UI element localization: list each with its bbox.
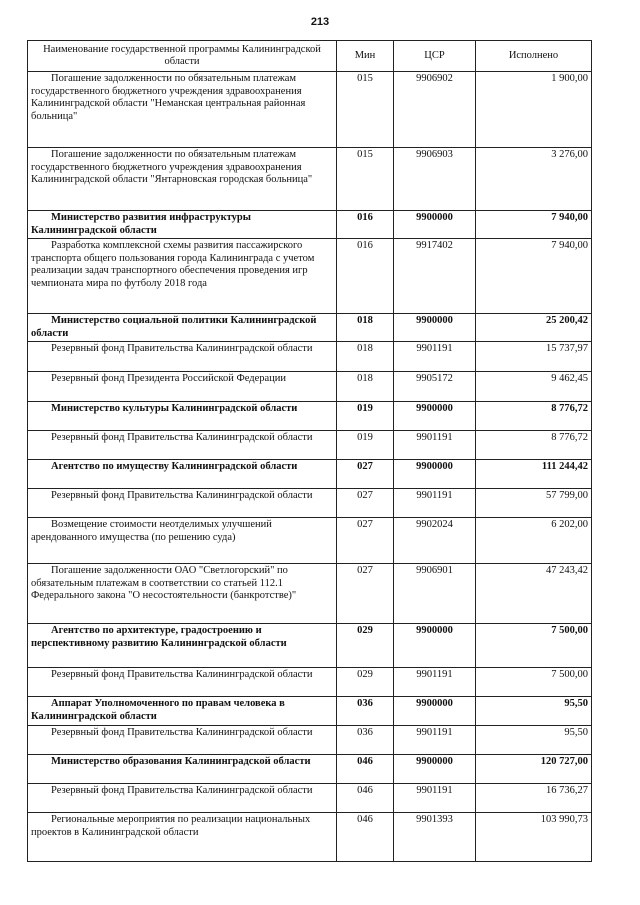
row-target-article-code: 9900000 [394, 211, 476, 239]
table-row [28, 668, 592, 697]
row-target-article-code: 9905172 [394, 372, 476, 402]
row-program-name: Разработка комплексной схемы развития пассажирского транспорта общего пользования города Калининграда с учетом реализации задач транспортного обеспечения проведения игр чемпионата мира по футболу 2018 года [28, 239, 337, 314]
row-program-name: Агентство по имуществу Калининградской области [28, 460, 337, 489]
table-row-ministry-total [28, 697, 592, 726]
row-ministry-code: 027 [337, 518, 394, 564]
row-target-article-code: 9906902 [394, 72, 476, 148]
row-ministry-code: 016 [337, 211, 394, 239]
row-target-article-code: 9906901 [394, 564, 476, 624]
row-executed-amount: 16 736,27 [476, 784, 592, 813]
table-row [28, 72, 592, 148]
row-program-name: Министерство развития инфраструктуры Калининградской области [28, 211, 337, 239]
row-target-article-code: 9901393 [394, 813, 476, 862]
row-ministry-code: 019 [337, 402, 394, 431]
row-executed-amount: 7 500,00 [476, 624, 592, 668]
table-row [28, 239, 592, 314]
row-executed-amount: 1 900,00 [476, 72, 592, 148]
table-row-ministry-total [28, 460, 592, 489]
row-ministry-code: 046 [337, 755, 394, 784]
table-row [28, 372, 592, 402]
row-ministry-code: 046 [337, 813, 394, 862]
row-ministry-code: 036 [337, 726, 394, 755]
row-executed-amount: 57 799,00 [476, 489, 592, 518]
table-row [28, 726, 592, 755]
header-program-name: Наименование государственной программы Калининградской области [28, 41, 337, 72]
row-target-article-code: 9900000 [394, 314, 476, 342]
table-row [28, 148, 592, 211]
row-executed-amount: 25 200,42 [476, 314, 592, 342]
table-row-ministry-total [28, 624, 592, 668]
row-ministry-code: 027 [337, 460, 394, 489]
row-program-name: Резервный фонд Правительства Калининградской области [28, 784, 337, 813]
row-program-name: Резервный фонд Правительства Калининградской области [28, 342, 337, 372]
row-executed-amount: 120 727,00 [476, 755, 592, 784]
budget-execution-table [27, 40, 592, 862]
row-ministry-code: 019 [337, 431, 394, 460]
row-executed-amount: 95,50 [476, 697, 592, 726]
row-executed-amount: 95,50 [476, 726, 592, 755]
header-executed-amount: Исполнено [476, 41, 592, 72]
table-row [28, 342, 592, 372]
row-program-name: Региональные мероприятия по реализации национальных проектов в Калининградской области [28, 813, 337, 862]
row-program-name: Погашение задолженности ОАО "Светлогорский" по обязательным платежам в соответствии со статьей 112.1 Федерального закона "О несостоятельности (банкротстве)" [28, 564, 337, 624]
row-executed-amount: 111 244,42 [476, 460, 592, 489]
row-target-article-code: 9901191 [394, 342, 476, 372]
header-ministry-code: Мин [337, 41, 394, 72]
row-program-name: Аппарат Уполномоченного по правам человека в Калининградской области [28, 697, 337, 726]
row-ministry-code: 018 [337, 372, 394, 402]
table-row-ministry-total [28, 314, 592, 342]
row-executed-amount: 103 990,73 [476, 813, 592, 862]
row-program-name: Погашение задолженности по обязательным платежам государственного бюджетного учреждения здравоохранения Калининградской области "Неманская центральная районная больница" [28, 72, 337, 148]
table-row [28, 813, 592, 862]
row-program-name: Резервный фонд Правительства Калининградской области [28, 489, 337, 518]
row-executed-amount: 47 243,42 [476, 564, 592, 624]
row-target-article-code: 9901191 [394, 784, 476, 813]
row-target-article-code: 9900000 [394, 460, 476, 489]
row-executed-amount: 7 500,00 [476, 668, 592, 697]
row-program-name: Агентство по архитектуре, градостроению и перспективному развитию Калининградской области [28, 624, 337, 668]
row-program-name: Резервный фонд Правительства Калининградской области [28, 431, 337, 460]
row-executed-amount: 9 462,45 [476, 372, 592, 402]
table-row [28, 784, 592, 813]
row-program-name: Погашение задолженности по обязательным платежам государственного бюджетного учреждения здравоохранения Калининградской области "Янтарновская городская больница" [28, 148, 337, 211]
row-program-name: Резервный фонд Правительства Калининградской области [28, 668, 337, 697]
row-ministry-code: 027 [337, 564, 394, 624]
row-target-article-code: 9900000 [394, 402, 476, 431]
row-ministry-code: 029 [337, 624, 394, 668]
row-ministry-code: 036 [337, 697, 394, 726]
row-ministry-code: 015 [337, 72, 394, 148]
table-body [28, 72, 592, 862]
row-ministry-code: 027 [337, 489, 394, 518]
row-executed-amount: 8 776,72 [476, 431, 592, 460]
table-header-row [28, 41, 592, 72]
table-row [28, 564, 592, 624]
row-executed-amount: 7 940,00 [476, 211, 592, 239]
table-row [28, 518, 592, 564]
row-ministry-code: 018 [337, 314, 394, 342]
row-target-article-code: 9900000 [394, 624, 476, 668]
row-ministry-code: 046 [337, 784, 394, 813]
row-target-article-code: 9906903 [394, 148, 476, 211]
row-program-name: Возмещение стоимости неотделимых улучшений арендованного имущества (по решению суда) [28, 518, 337, 564]
row-ministry-code: 018 [337, 342, 394, 372]
row-target-article-code: 9901191 [394, 668, 476, 697]
row-executed-amount: 6 202,00 [476, 518, 592, 564]
row-target-article-code: 9901191 [394, 726, 476, 755]
page-number: 213 [310, 16, 330, 28]
row-program-name: Министерство образования Калининградской области [28, 755, 337, 784]
table-row-ministry-total [28, 211, 592, 239]
row-executed-amount: 8 776,72 [476, 402, 592, 431]
table-row [28, 489, 592, 518]
row-program-name: Министерство социальной политики Калининградской области [28, 314, 337, 342]
row-executed-amount: 3 276,00 [476, 148, 592, 211]
row-ministry-code: 029 [337, 668, 394, 697]
row-program-name: Резервный фонд Правительства Калининградской области [28, 726, 337, 755]
row-ministry-code: 015 [337, 148, 394, 211]
row-target-article-code: 9902024 [394, 518, 476, 564]
row-executed-amount: 7 940,00 [476, 239, 592, 314]
table-row [28, 431, 592, 460]
row-target-article-code: 9901191 [394, 431, 476, 460]
row-target-article-code: 9900000 [394, 755, 476, 784]
row-target-article-code: 9901191 [394, 489, 476, 518]
header-target-article-code: ЦСР [394, 41, 476, 72]
table-row-ministry-total [28, 402, 592, 431]
row-program-name: Министерство культуры Калининградской области [28, 402, 337, 431]
row-program-name: Резервный фонд Президента Российской Федерации [28, 372, 337, 402]
row-ministry-code: 016 [337, 239, 394, 314]
row-executed-amount: 15 737,97 [476, 342, 592, 372]
row-target-article-code: 9917402 [394, 239, 476, 314]
table-row-ministry-total [28, 755, 592, 784]
row-target-article-code: 9900000 [394, 697, 476, 726]
